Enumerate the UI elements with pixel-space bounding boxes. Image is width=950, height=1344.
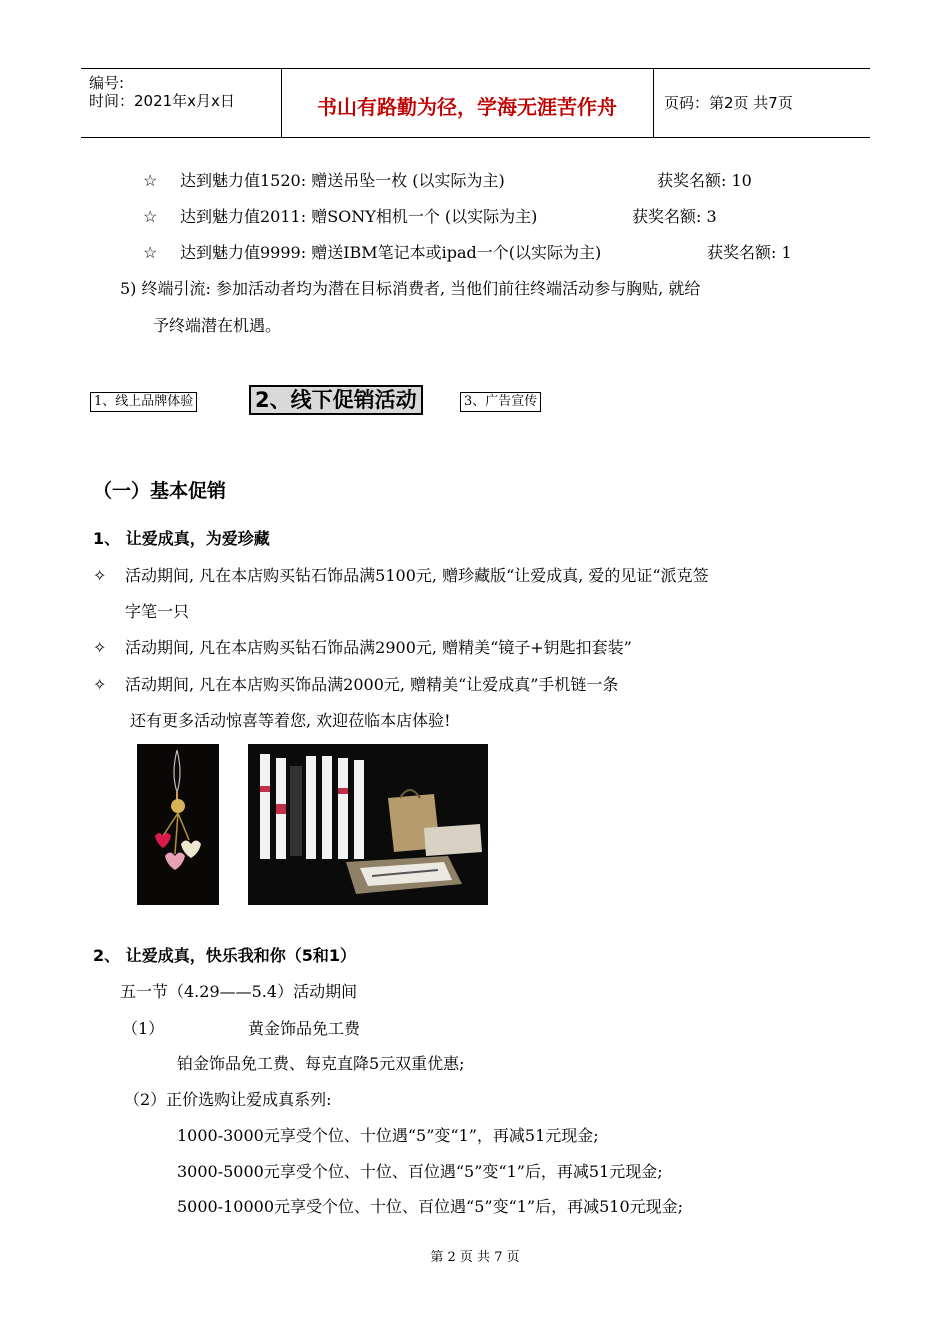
- promo1-closing: 还有更多活动惊喜等着您, 欢迎莅临本店体验!: [130, 711, 451, 730]
- header-meta-cell: [81, 69, 282, 137]
- number-label: 编号:: [89, 74, 125, 92]
- item5-line2: 予终端潜在机遇。: [153, 316, 282, 335]
- diamond-bullet-icon: ✧: [93, 638, 107, 657]
- header-motto-cell: [281, 69, 654, 137]
- promo1-b1-line1: 活动期间, 凡在本店购买钻石饰品满5100元, 赠珍藏版“让爱成真, 爱的见证“派克签: [125, 566, 709, 585]
- promo1-b3: 活动期间, 凡在本店购买饰品满2000元, 赠精美“让爱成真”手机链一条: [125, 675, 619, 694]
- page-code: 页码：第2页 共7页: [664, 94, 793, 112]
- promo1-b1-line2: 字笔一只: [125, 602, 190, 621]
- tab-offline-promo[interactable]: 2、线下促销活动: [249, 385, 423, 415]
- promo2-p1-text: 黄金饰品免工费: [248, 1019, 361, 1038]
- promo1-b2: 活动期间, 凡在本店购买钻石饰品满2900元, 赠精美“镜子+钥匙扣套装”: [125, 638, 632, 657]
- diamond-bullet-icon: ✧: [93, 675, 107, 694]
- motto: 书山有路勤为径，学海无涯苦作舟: [317, 95, 617, 119]
- star-icon: ☆: [143, 171, 158, 190]
- promo2-rule-3: 5000-10000元享受个位、十位、百位遇“5”变“1”后，再减510元现金;: [177, 1197, 684, 1216]
- diamond-bullet-icon: ✧: [93, 566, 107, 585]
- star-icon: ☆: [143, 207, 158, 226]
- award-quota: 获奖名额: 3: [632, 207, 717, 226]
- promo2-p1-label: （1）: [122, 1019, 165, 1038]
- award-quota: 获奖名额: 10: [657, 171, 752, 190]
- phone-chain-photo: [137, 744, 219, 905]
- pen-gift-set-photo: [248, 744, 488, 905]
- item5-line1: 5) 终端引流: 参加活动者均为潜在目标消费者, 当他们前往终端活动参与胸贴, 就给: [120, 279, 701, 298]
- award-quota: 获奖名额: 1: [707, 243, 792, 262]
- page-header: [81, 68, 870, 138]
- time-label: 时间：2021年x月x日: [89, 92, 235, 110]
- tab-advertising[interactable]: 3、广告宣传: [460, 392, 541, 412]
- promo2-rule-1: 1000-3000元享受个位、十位遇“5”变“1”，再减51元现金;: [177, 1126, 599, 1145]
- page-footer: 第 2 页 共 7 页: [430, 1250, 520, 1265]
- award-text: 达到魅力值1520: 赠送吊坠一枚 (以实际为主): [180, 171, 505, 190]
- header-page-cell: [654, 69, 870, 137]
- tab-online-brand[interactable]: 1、线上品牌体验: [90, 392, 197, 412]
- promo2-p1-line2: 铂金饰品免工费、每克直降5元双重优惠;: [177, 1054, 465, 1073]
- award-text: 达到魅力值9999: 赠送IBM笔记本或ipad一个(以实际为主): [180, 243, 602, 262]
- section-title: （一）基本促销: [93, 480, 227, 502]
- promo2-period: 五一节（4.29——5.4）活动期间: [120, 982, 358, 1001]
- promo2-p2-label: （2）正价选购让爱成真系列:: [124, 1090, 332, 1109]
- star-icon: ☆: [143, 243, 158, 262]
- promo2-rule-2: 3000-5000元享受个位、十位、百位遇“5”变“1”后，再减51元现金;: [177, 1162, 663, 1181]
- promo2-title: 2、 让爱成真，快乐我和你（5和1）: [93, 946, 356, 965]
- award-text: 达到魅力值2011: 赠SONY相机一个 (以实际为主): [180, 207, 538, 226]
- promo1-title: 1、 让爱成真，为爱珍藏: [93, 529, 270, 548]
